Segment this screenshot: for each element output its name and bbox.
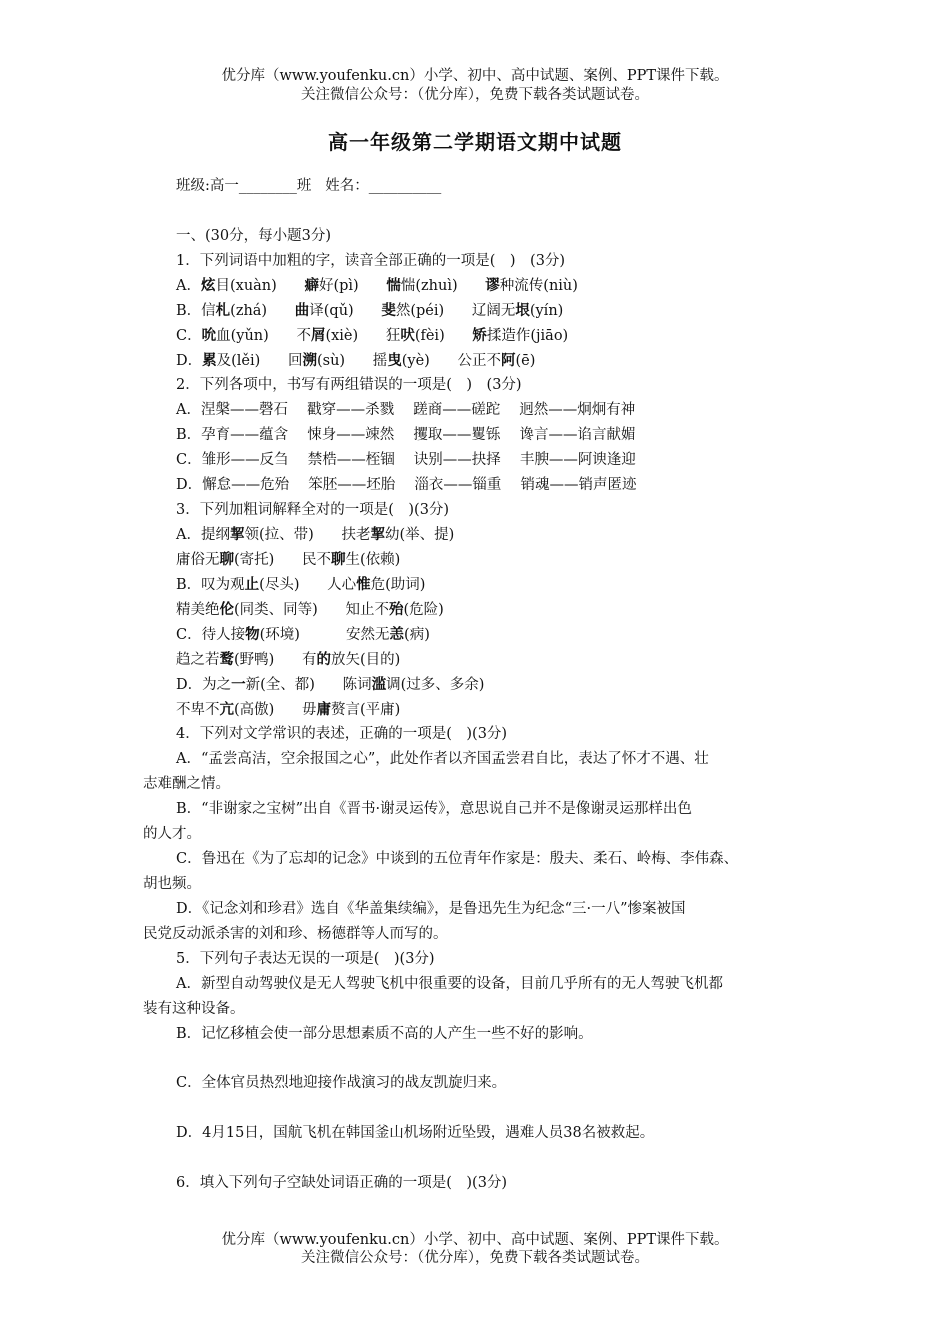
q3-option-a-line2: 庸俗无聊(寄托) 民不聊生(依赖): [176, 551, 401, 568]
q3-option-d-line2: 不卑不亢(高傲) 毋庸赘言(平庸): [176, 701, 401, 718]
q4-option-b-line1: B．“非谢家之宝树”出自《晋书·谢灵运传》，意思说自己并不是像谢灵运那样出色: [176, 801, 692, 817]
q5-stem: 5．下列句子表达无误的一项是( )(3分): [176, 951, 435, 967]
footer-line-2: 关注微信公众号：（优分库），免费下载各类试题试卷。: [301, 1250, 649, 1266]
q3-option-d-line1: D．为之一新(全、都) 陈词滥调(过多、多余): [176, 676, 485, 693]
q4-option-c-line2: 胡也频。: [143, 876, 201, 892]
q4-option-b-line2: 的人才。: [143, 826, 201, 842]
q2-option-a: A．涅槃——磬石 戳穿——杀戮 蹉商——磋跎 迥然——炯炯有神: [176, 402, 636, 418]
footer-line-1: 优分库（www.youfenku.cn）小学、初中、高中试题、案例、PPT课件下载。: [221, 1232, 729, 1248]
header-line-1: 优分库（www.youfenku.cn）小学、初中、高中试题、案例、PPT课件下载。: [221, 68, 729, 84]
name-label: 姓名：__________: [325, 178, 442, 194]
q4-stem: 4．下列对文学常识的表述，正确的一项是( )(3分): [176, 726, 508, 742]
class-label: 班级:高一________班: [176, 178, 312, 194]
header-line-2: 关注微信公众号：（优分库），免费下载各类试题试卷。: [301, 87, 649, 103]
q3-stem: 3．下列加粗词解释全对的一项是( )(3分): [176, 502, 450, 518]
q4-option-d-line1: D．《记念刘和珍君》选自《华盖集续编》，是鲁迅先生为纪念“三·一八”惨案被国: [176, 901, 686, 917]
q4-option-a-line2: 志难酬之情。: [143, 776, 230, 792]
q1-option-c: C．吮血(yǔn) 不屑(xiè) 狂吠(fèi) 矫揉造作(jiāo): [176, 327, 569, 344]
q3-option-c-line2: 趋之若鹜(野鸭) 有的放矢(目的): [176, 651, 401, 668]
q2-option-b: B．孕育——蕴含 悚身——竦然 攫取——矍铄 谗言——谄言献媚: [176, 427, 636, 443]
q4-option-a-line1: A．“孟尝高洁，空余报国之心”，此处作者以齐国孟尝君自比，表达了怀才不遇、壮: [176, 751, 709, 767]
q1-option-b: B．信札(zhá) 曲译(qǔ) 斐然(péi) 辽阔无垠(yín): [176, 302, 564, 319]
q1-option-d: D．累及(lěi) 回溯(sù) 摇曳(yè) 公正不阿(ē): [176, 352, 536, 369]
q5-option-a-line1: A．新型自动驾驶仪是无人驾驶飞机中很重要的设备，目前几乎所有的无人驾驶飞机都: [176, 976, 723, 992]
q6-stem: 6．填入下列句子空缺处词语正确的一项是( )(3分): [176, 1175, 508, 1191]
q4-option-d-line2: 民党反动派杀害的刘和珍、杨德群等人而写的。: [143, 926, 448, 942]
class-name-line: [176, 176, 441, 196]
q5-option-d: D．4月15日，国航飞机在韩国釜山机场附近坠毁，遇难人员38名被救起。: [176, 1125, 655, 1141]
q1-stem: 1．下列词语中加粗的字，读音全部正确的一项是( ) (3分): [176, 253, 566, 269]
q5-option-b: B．记忆移植会使一部分思想素质不高的人产生一些不好的影响。: [176, 1026, 593, 1042]
q4-option-c-line1: C．鲁迅在《为了忘却的记念》中谈到的五位青年作家是：殷夫、柔石、岭梅、李伟森、: [176, 851, 739, 867]
q2-stem: 2．下列各项中，书写有两组错误的一项是( ) (3分): [176, 377, 522, 393]
q3-option-b-line2: 精美绝伦(同类、同等) 知止不殆(危险): [176, 601, 444, 618]
q5-option-a-line2: 装有这种设备。: [143, 1001, 245, 1017]
q2-option-c: C．雏形——反刍 禁梏——桎锢 诀别——抉择 丰腴——阿谀逢迎: [176, 452, 636, 468]
section-1-heading: 一、(30分，每小题3分): [176, 228, 331, 244]
q3-option-b-line1: B．叹为观止(尽头) 人心惟危(助词): [176, 576, 426, 593]
q1-option-a: A．炫目(xuàn) 癖好(pì) 惴惴(zhuì) 谬种流传(niù): [176, 277, 578, 294]
q3-option-c-line1: C．待人接物(环境) 安然无恙(病): [176, 626, 430, 643]
q3-option-a-line1: A．提纲挈领(拉、带) 扶老挈幼(举、提): [176, 526, 455, 543]
q5-option-c: C．全体官员热烈地迎接作战演习的战友凯旋归来。: [176, 1075, 507, 1091]
q2-option-d: D．懈怠——危殆 笨胚——坯胎 淄衣——锱重 销魂——销声匿迹: [176, 477, 637, 493]
page-title: 高一年级第二学期语文期中试题: [328, 130, 622, 154]
